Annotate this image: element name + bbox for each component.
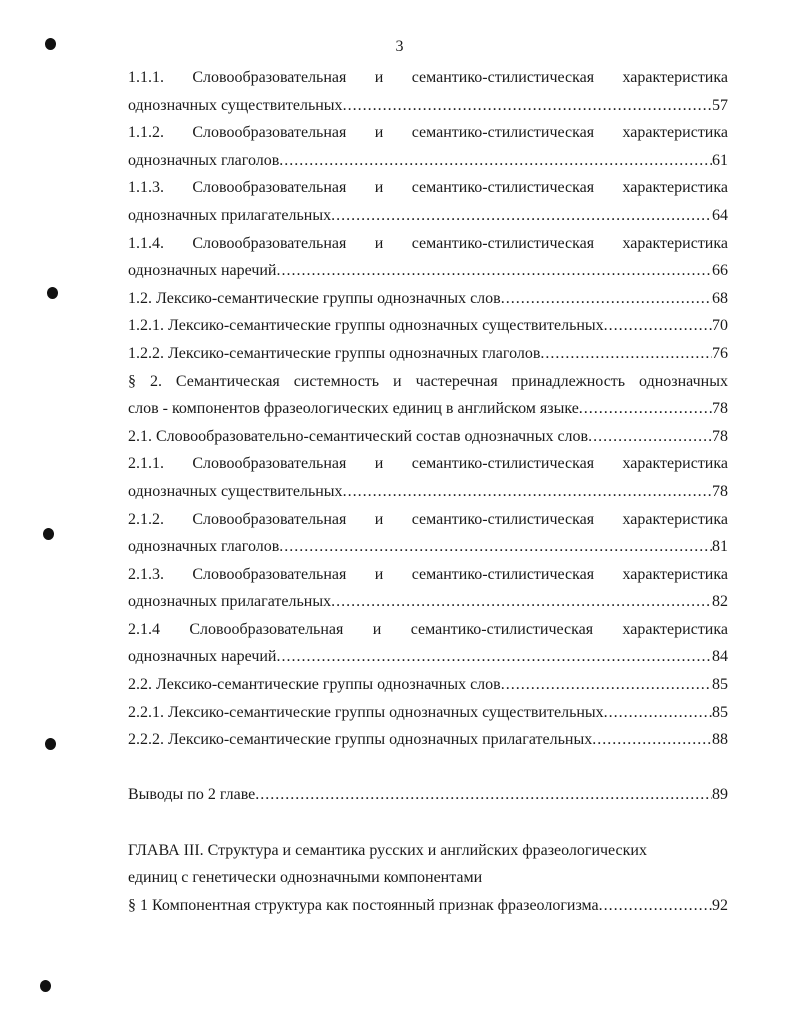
toc-entry-line <box>128 202 728 230</box>
toc-entry <box>128 781 728 809</box>
toc-entry <box>128 340 728 368</box>
leader-dots <box>579 395 712 423</box>
toc-entry-line <box>128 92 728 120</box>
leader-dots <box>599 892 712 920</box>
leader-dots <box>501 285 712 313</box>
toc-entry-title: 1.1.1. Словообразовательная и семантико-стилистическая характеристика <box>128 69 728 86</box>
toc-entry <box>128 506 728 561</box>
leader-dots <box>604 312 712 340</box>
toc-page-number: 68 <box>712 289 728 307</box>
toc-entry-title-cont: слов - компонентов фразеологических единиц в английском языке <box>128 400 579 418</box>
leader-dots <box>592 726 712 754</box>
toc-entry-line <box>128 478 728 506</box>
toc-entry-line <box>128 257 728 285</box>
toc-entry-title: 2.2.1. Лексико-семантические группы однозначных существительных <box>128 703 604 721</box>
toc-entry-title: 2.1.1. Словообразовательная и семантико-стилистическая характеристика <box>128 455 728 473</box>
toc-page-number: 85 <box>712 703 728 721</box>
punch-hole-mark <box>45 38 56 50</box>
toc-entry-title-cont: однозначных существительных <box>128 96 343 114</box>
toc-page-number: 84 <box>712 648 728 666</box>
leader-dots <box>501 671 712 699</box>
toc-entry-title: 1.1.4. Словообразовательная и семантико-стилистическая характеристика <box>128 234 728 252</box>
leader-dots <box>331 202 712 230</box>
toc-entry-title-cont: однозначных прилагательных <box>128 593 332 611</box>
toc-page-number: 88 <box>712 731 728 749</box>
toc-entry-title: § 2. Семантическая системность и частеречная принадлежность однозначных <box>128 372 728 390</box>
punch-hole-mark <box>43 528 54 540</box>
toc-entry-title: 1.1.3. Словообразовательная и семантико-стилистическая характеристика <box>128 179 728 197</box>
toc-entry-title-cont: однозначных прилагательных <box>128 206 332 224</box>
toc-entry-title: Выводы по 2 главе <box>128 786 256 804</box>
toc-entry-title-cont: однозначных глаголов <box>128 151 280 169</box>
leader-dots <box>331 588 712 616</box>
leader-dots <box>343 478 712 506</box>
toc-entry-title: § 1 Компонентная структура как постоянный признак фразеологизма <box>128 896 599 914</box>
toc-entry <box>128 64 728 119</box>
toc-entry-title: 2.2. Лексико-семантические группы однозначных слов <box>128 676 501 694</box>
toc-page-number: 76 <box>712 344 728 362</box>
toc-entry <box>128 699 728 727</box>
toc-entry <box>128 616 728 671</box>
toc-entry-line <box>128 588 728 616</box>
toc-entry <box>128 892 728 920</box>
toc-entry-title: 1.1.2. Словообразовательная и семантико-стилистическая характеристика <box>128 124 728 142</box>
toc-entry <box>128 230 728 285</box>
toc-entry-line <box>128 643 728 671</box>
toc-page-number: 81 <box>712 538 728 556</box>
toc-entry <box>128 174 728 229</box>
toc-entry-title: 2.1.3. Словообразовательная и семантико-стилистическая характеристика <box>128 565 728 583</box>
spacer <box>128 754 728 782</box>
toc-page-number: 64 <box>712 206 728 224</box>
punch-hole-mark <box>40 980 51 992</box>
toc-page-number: 61 <box>712 151 728 169</box>
chapter-heading <box>128 837 728 892</box>
toc-entry-title: 2.1. Словообразовательно-семантический состав однозначных слов <box>128 427 589 445</box>
toc-entry-title-cont: однозначных наречий <box>128 262 277 280</box>
toc-entry-title: 1.2.2. Лексико-семантические группы однозначных глаголов <box>128 344 541 362</box>
toc-entry <box>128 423 728 451</box>
leader-dots <box>279 147 712 175</box>
leader-dots <box>255 781 712 809</box>
leader-dots <box>604 699 712 727</box>
toc-entry <box>128 368 728 423</box>
toc-entry <box>128 119 728 174</box>
chapter-heading-line: единиц с генетически однозначными компонентами <box>128 869 483 887</box>
toc-entry-title-cont: однозначных наречий <box>128 648 277 666</box>
leader-dots <box>343 92 712 120</box>
toc-entry <box>128 671 728 699</box>
punch-hole-mark <box>45 738 56 750</box>
leader-dots <box>540 340 712 368</box>
toc-page-number: 78 <box>712 427 728 445</box>
page-number: 3 <box>395 38 404 55</box>
toc-page-number: 78 <box>712 400 728 418</box>
toc-entry-title: 2.2.2. Лексико-семантические группы однозначных прилагательных <box>128 731 593 749</box>
toc-page-number: 89 <box>712 786 728 804</box>
leader-dots <box>276 257 712 285</box>
table-of-contents <box>128 64 728 919</box>
toc-entry-title-cont: однозначных глаголов <box>128 538 280 556</box>
toc-entry-title: 1.2.1. Лексико-семантические группы однозначных существительных <box>128 317 604 335</box>
leader-dots <box>588 423 712 451</box>
toc-page-number: 85 <box>712 676 728 694</box>
toc-entry <box>128 561 728 616</box>
toc-entry-title: 2.1.4 Словообразовательная и семантико-стилистическая характеристика <box>128 620 728 638</box>
toc-entry-title: 1.2. Лексико-семантические группы однозначных слов <box>128 289 501 307</box>
toc-entry-title: 2.1.2. Словообразовательная и семантико-стилистическая характеристика <box>128 510 728 528</box>
toc-entry <box>128 312 728 340</box>
toc-page-number: 66 <box>712 262 728 280</box>
toc-entry-line <box>128 147 728 175</box>
toc-entry <box>128 285 728 313</box>
toc-entry <box>128 450 728 505</box>
punch-hole-mark <box>47 287 58 299</box>
leader-dots <box>279 533 712 561</box>
toc-page-number: 78 <box>712 482 728 500</box>
chapter-heading-line: ГЛАВА III. Структура и семантика русских и английских фразеологических <box>128 841 647 859</box>
leader-dots <box>276 643 712 671</box>
toc-page-number: 70 <box>712 317 728 335</box>
toc-entry-title-cont: однозначных существительных <box>128 482 343 500</box>
toc-entry-line <box>128 533 728 561</box>
toc-entry <box>128 726 728 754</box>
toc-page-number: 57 <box>712 96 728 114</box>
spacer <box>128 809 728 837</box>
toc-entry-line <box>128 395 728 423</box>
toc-page-number: 92 <box>712 896 728 914</box>
toc-page-number: 82 <box>712 593 728 611</box>
